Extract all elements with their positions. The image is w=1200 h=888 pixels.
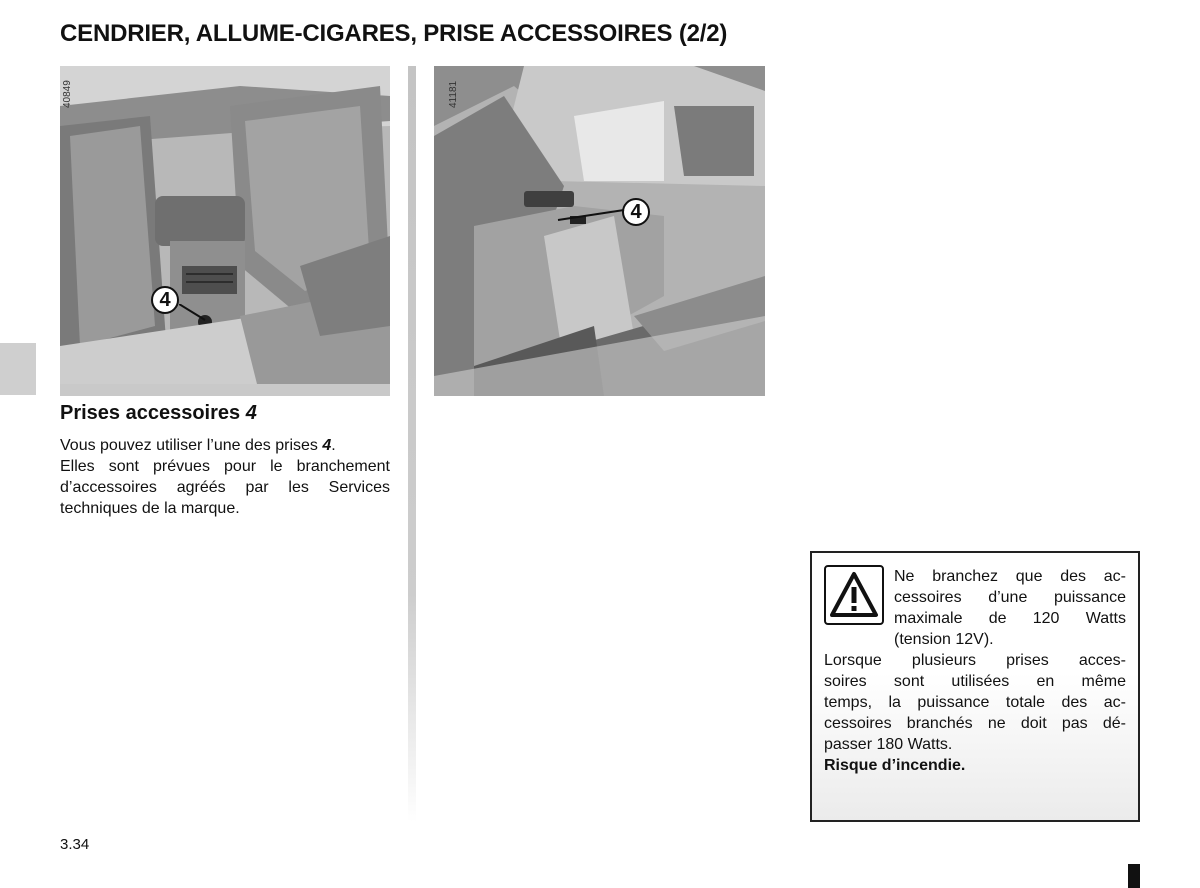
warning-box — [810, 551, 1140, 822]
warning-line: cessoires d’une puissance — [894, 589, 1126, 606]
warning-text — [824, 650, 1126, 776]
body-line-emphasis: 4 — [322, 437, 332, 454]
warning-line: (tension 12V). — [894, 631, 994, 648]
warning-risk-label: Risque d’incendie. — [824, 757, 966, 774]
figure-ref-number: 41181 — [448, 80, 459, 108]
figure-ref-number: 40849 — [62, 80, 73, 108]
section-heading — [60, 402, 257, 425]
body-line: techniques de la marque. — [60, 500, 240, 517]
warning-line: cessoires branchés ne doit pas dé- — [824, 715, 1126, 732]
section-heading-text: Prises accessoires — [60, 402, 241, 424]
body-line-punct: . — [331, 437, 336, 454]
callout-leader-line — [179, 304, 209, 324]
page-corner-mark — [1128, 864, 1140, 888]
warning-line: maximale de 120 Watts — [894, 610, 1126, 627]
trunk-illustration — [434, 66, 765, 396]
callout-label: 4 — [622, 198, 650, 226]
warning-line: soires sont utilisées en même — [824, 673, 1126, 690]
callout-leader-line — [556, 208, 626, 222]
body-line: d’accessoires agréés par les Services — [60, 479, 390, 496]
section-body-text — [60, 435, 390, 519]
warning-line: passer 180 Watts. — [824, 736, 953, 753]
section-heading-number: 4 — [245, 402, 257, 424]
page-title: CENDRIER, ALLUME-CIGARES, PRISE ACCESSOIRES (2/2) — [60, 20, 728, 47]
warning-line: Ne branchez que des ac- — [894, 568, 1126, 585]
figure-rear-console-photo — [60, 66, 390, 396]
page-number: 3.34 — [60, 836, 90, 853]
body-line — [60, 435, 390, 456]
warning-line: Lorsque plusieurs prises acces- — [824, 652, 1126, 669]
column-divider — [408, 66, 416, 822]
warning-line: temps, la puissance totale des ac- — [824, 694, 1126, 711]
figure-trunk-photo — [434, 66, 765, 396]
warning-text-top — [894, 566, 1126, 650]
chapter-tab — [0, 343, 36, 395]
callout-label: 4 — [151, 286, 179, 314]
body-line: Elles sont prévues pour le branchement — [60, 458, 390, 475]
warning-triangle-icon — [824, 565, 884, 625]
rear-console-illustration — [60, 66, 390, 396]
body-line-text: Vous pouvez utiliser l’une des prises — [60, 437, 323, 454]
